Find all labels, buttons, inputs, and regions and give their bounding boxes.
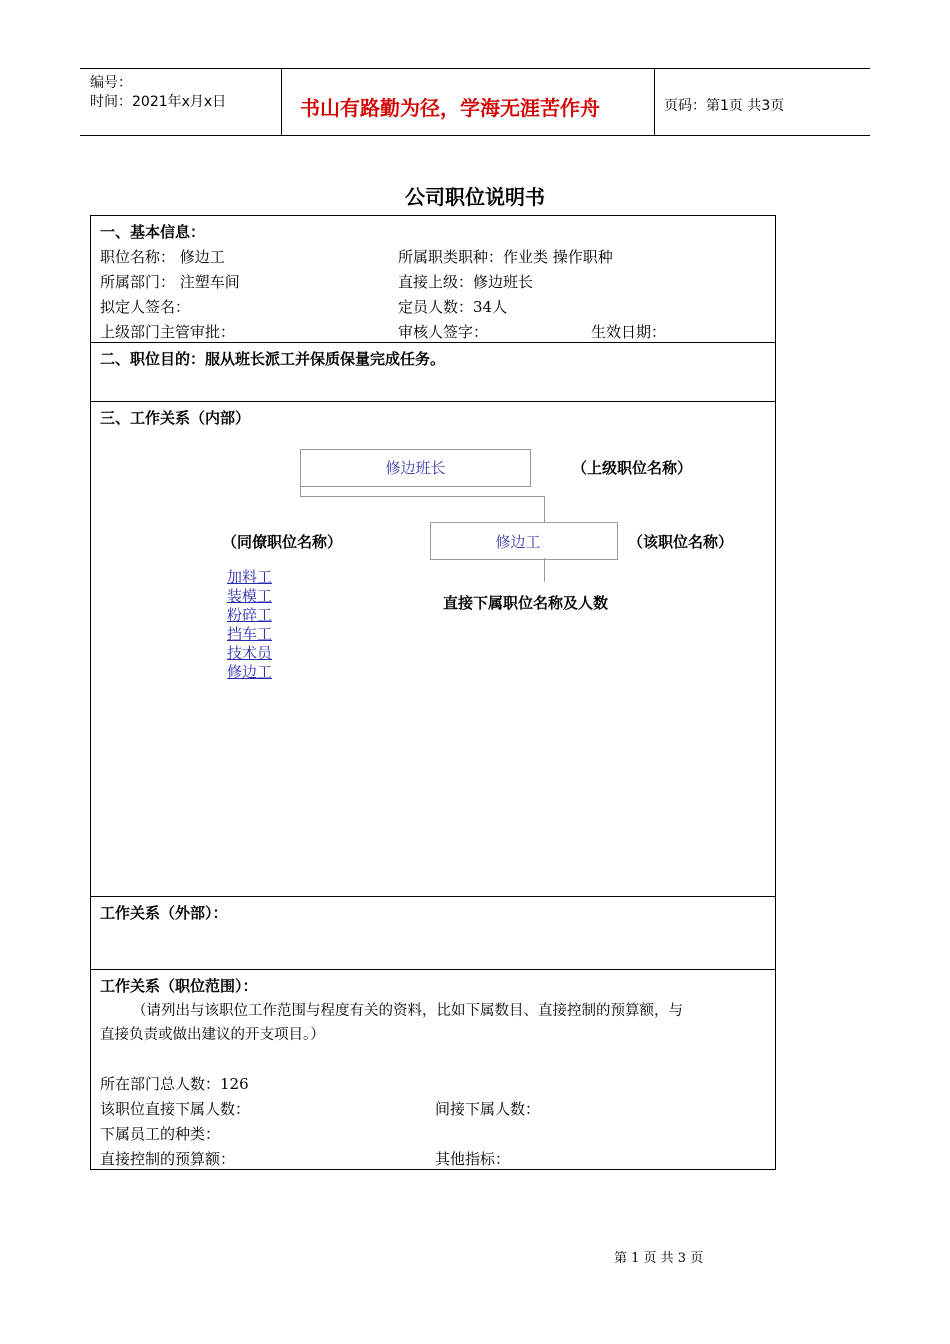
- superior-position-box: [300, 449, 531, 487]
- basic-info-heading: 一、基本信息：: [100, 223, 206, 241]
- peer-link-mold-loader[interactable]: 装模工: [227, 587, 273, 605]
- serial-number-label: 编号：: [90, 75, 132, 91]
- direct-subordinates-count: 该职位直接下属人数：: [100, 1100, 251, 1118]
- connector-horizontal: [300, 496, 544, 497]
- subordinate-label: 直接下属职位名称及人数: [443, 594, 609, 612]
- section-divider-3: [90, 896, 776, 897]
- scope-instruction-line2: 直接负责或做出建议的开支项目。）: [100, 1027, 325, 1043]
- drafter-signature: 拟定人签名：: [100, 298, 191, 316]
- other-indicators: 其他指标：: [435, 1150, 511, 1168]
- peer-link-machine-operator[interactable]: 挡车工: [227, 625, 273, 643]
- job-category: 所属职类职种：作业类 操作职种: [398, 248, 613, 266]
- scope-heading: 工作关系（职位范围）：: [100, 977, 258, 995]
- headcount: 定员人数：34人: [398, 298, 508, 316]
- peer-link-crusher[interactable]: 粉碎工: [227, 606, 273, 624]
- reviewer-signature: 审核人签字：: [398, 323, 489, 341]
- header-bottom-rule: [80, 135, 870, 136]
- internal-relations-heading: 三、工作关系（内部）: [100, 409, 251, 427]
- connector-right-drop: [544, 496, 545, 522]
- direct-budget: 直接控制的预算额：: [100, 1150, 236, 1168]
- indirect-subordinates-count: 间接下属人数：: [435, 1100, 541, 1118]
- purpose-heading: 二、职位目的：服从班长派工并保质保量完成任务。: [100, 350, 446, 368]
- header-page-number: 页码：第1页 共3页: [664, 98, 785, 114]
- external-relations-heading: 工作关系（外部）：: [100, 904, 228, 922]
- subordinate-types: 下属员工的种类：: [100, 1125, 221, 1143]
- header-motto: 书山有路勤为径，学海无涯苦作舟: [300, 96, 600, 120]
- superior-position-label: （上级职位名称）: [572, 459, 693, 477]
- peer-link-technician[interactable]: 技术员: [227, 644, 273, 662]
- department-total-headcount: 所在部门总人数：126: [100, 1075, 249, 1093]
- footer-page-number: 第 1 页 共 3 页: [614, 1251, 704, 1266]
- document-title: 公司职位说明书: [405, 185, 545, 209]
- superior-position-name: 修边班长: [385, 459, 446, 477]
- header-divider-left: [281, 68, 282, 136]
- time-label: 时间：2021年x月x日: [90, 94, 227, 110]
- section-divider-2: [90, 401, 776, 402]
- position-name: 职位名称： 修边工: [100, 248, 225, 266]
- self-position-label: （该职位名称）: [628, 533, 734, 551]
- superior-approval: 上级部门主管审批：: [100, 323, 236, 341]
- section-divider-4: [90, 969, 776, 970]
- scope-instruction-line1: （请列出与该职位工作范围与程度有关的资料，比如下属数目、直接控制的预算额，与: [132, 1003, 683, 1019]
- effective-date: 生效日期：: [591, 323, 667, 341]
- peer-link-feeder[interactable]: 加料工: [227, 568, 273, 586]
- section-divider-1: [90, 342, 776, 343]
- peer-link-trimmer[interactable]: 修边工: [227, 663, 273, 681]
- self-position-box: [430, 522, 618, 560]
- self-position-name: 修边工: [495, 533, 541, 551]
- connector-subordinate-drop: [544, 558, 545, 582]
- department: 所属部门： 注塑车间: [100, 273, 240, 291]
- header-top-rule: [80, 68, 870, 69]
- header-divider-right: [654, 68, 655, 136]
- peer-position-label: （同僚职位名称）: [222, 533, 343, 551]
- direct-superior: 直接上级：修边班长: [398, 273, 534, 291]
